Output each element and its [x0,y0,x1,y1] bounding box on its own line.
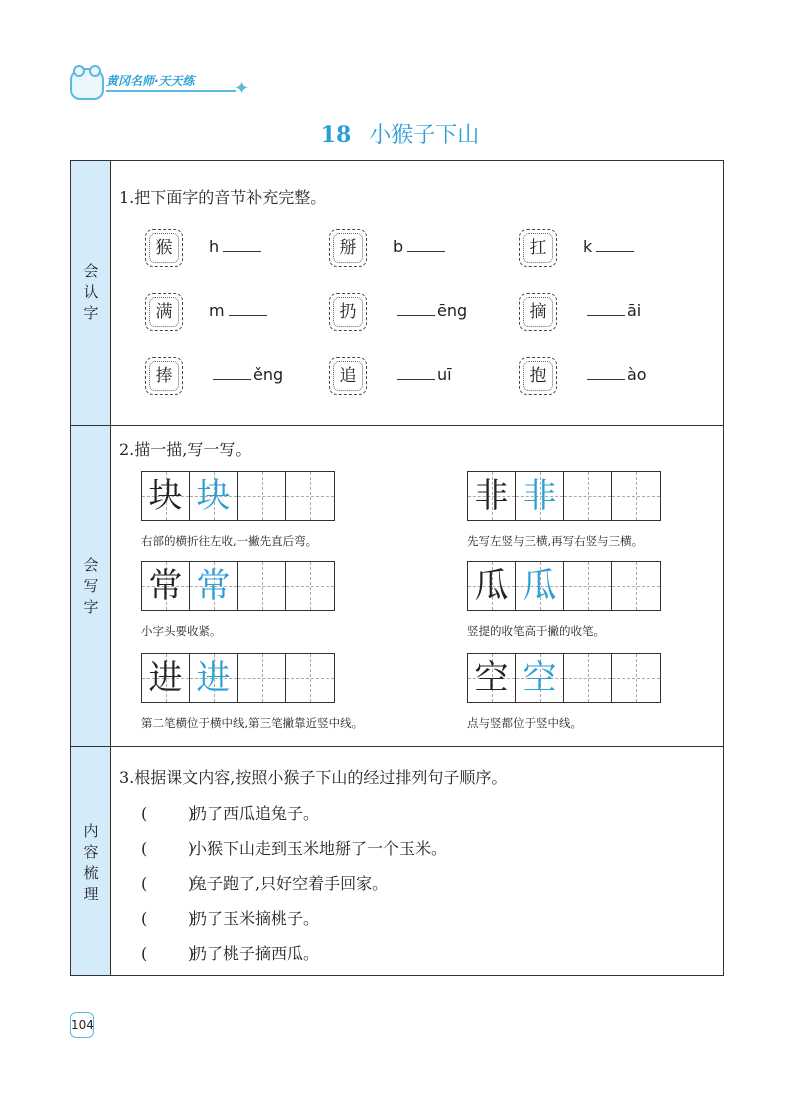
pinyin-answer [583,365,647,384]
model-char-cell [142,654,190,702]
stroke-hint: 先写左竖与三横,再写右竖与三横。 [467,534,644,548]
bear-icon [70,68,104,100]
writing-grid [467,653,661,703]
pinyin-final: āi [627,301,642,320]
pinyin-final: ěng [253,365,284,384]
writing-grid [467,471,661,521]
pinyin-answer [393,237,447,256]
order-item [141,906,319,929]
header-line [106,90,236,92]
trace-char: 空 [522,658,557,698]
model-char: 非 [474,476,509,516]
pinyin-final: ēng [437,301,468,320]
question-2-title: 2.描一描,写一写。 [119,440,252,459]
order-item [141,801,319,824]
char-box-glyph: 掰 [339,238,357,258]
order-item-text: 小猴下山走到玉米地掰了一个玉米。 [191,839,448,858]
char-box [329,293,367,331]
pinyin-answer [209,301,269,320]
char-box [145,229,183,267]
pinyin-initial: k [583,237,593,256]
char-box [145,357,183,395]
writing-grid [467,561,661,611]
lesson-title-text: 小猴子下山 [369,123,480,148]
practice-cell[interactable] [238,654,286,702]
exercise-frame [70,160,724,976]
order-blank[interactable]: ( ) [141,804,195,823]
order-item-text: 兔子跑了,只好空着手回家。 [191,874,389,893]
question-3-title: 3.根据课文内容,按照小猴子下山的经过排列句子顺序。 [119,768,508,787]
practice-cell[interactable] [564,654,612,702]
order-item [141,871,388,894]
stroke-hint: 竖提的收笔高于撇的收笔。 [467,624,605,638]
stroke-hint: 点与竖都位于竖中线。 [467,716,582,730]
answer-blank[interactable] [397,301,435,316]
char-box [519,357,557,395]
practice-cell[interactable] [238,472,286,520]
char-box-glyph: 满 [155,302,173,322]
order-item [141,941,319,964]
char-box [519,293,557,331]
section-divider [71,746,723,747]
pinyin-initial: h [209,237,220,256]
practice-cell[interactable] [238,562,286,610]
lesson-number: 18 [320,122,352,148]
answer-blank[interactable] [223,237,261,252]
order-blank[interactable]: ( ) [141,839,195,858]
sparkle-icon: ✦ [234,78,250,99]
model-char-cell [142,472,190,520]
writing-grid [141,471,335,521]
trace-char-cell [190,472,238,520]
practice-cell[interactable] [286,654,334,702]
trace-char: 常 [196,566,231,606]
trace-char: 瓜 [522,566,557,606]
char-box-glyph: 摘 [529,302,547,322]
brand-text: 黄冈名师·天天练 [106,74,195,88]
model-char: 瓜 [474,566,509,606]
char-box [329,357,367,395]
pinyin-answer [583,237,636,256]
section-divider [71,425,723,426]
pinyin-final: uī [437,365,452,384]
char-box [519,229,557,267]
pinyin-answer [209,237,263,256]
trace-char-cell [516,472,564,520]
practice-cell[interactable] [564,472,612,520]
order-item-text: 扔了桃子摘西瓜。 [191,944,320,963]
header-logo [70,66,260,100]
practice-cell[interactable] [564,562,612,610]
answer-blank[interactable] [587,301,625,316]
answer-blank[interactable] [229,301,267,316]
lesson-title [0,118,800,149]
order-item [141,836,447,859]
char-box-glyph: 猴 [155,238,173,258]
order-item-text: 扔了西瓜追兔子。 [191,804,320,823]
char-box [329,229,367,267]
practice-cell[interactable] [612,654,660,702]
trace-char-cell [516,654,564,702]
writing-grid [141,561,335,611]
question-1-title: 1.把下面字的音节补充完整。 [119,188,327,207]
section-label-recognize: 会认字 [83,262,99,322]
order-blank[interactable]: ( ) [141,874,195,893]
trace-char: 进 [196,658,231,698]
answer-blank[interactable] [213,365,251,380]
section-label-write: 会写字 [83,556,99,616]
pinyin-answer [583,301,641,320]
pinyin-initial: b [393,237,404,256]
char-box [145,293,183,331]
model-char: 块 [148,476,183,516]
practice-cell[interactable] [612,472,660,520]
model-char: 进 [148,658,183,698]
answer-blank[interactable] [596,237,634,252]
model-char: 常 [148,566,183,606]
pinyin-final: ào [627,365,647,384]
char-box-glyph: 扛 [529,238,547,258]
practice-cell[interactable] [286,562,334,610]
model-char-cell [142,562,190,610]
writing-grid [141,653,335,703]
page-number: 104 [70,1012,94,1038]
char-box-glyph: 捧 [155,366,173,386]
char-box-glyph: 抱 [529,366,547,386]
practice-cell[interactable] [612,562,660,610]
answer-blank[interactable] [397,365,435,380]
order-blank[interactable]: ( ) [141,909,195,928]
trace-char: 块 [196,476,231,516]
stroke-hint: 小字头要收紧。 [141,624,222,638]
answer-blank[interactable] [587,365,625,380]
model-char: 空 [474,658,509,698]
pinyin-answer [393,301,467,320]
order-blank[interactable]: ( ) [141,944,195,963]
practice-cell[interactable] [286,472,334,520]
model-char-cell [468,472,516,520]
section-label-content: 内容 梳理 [83,822,99,903]
model-char-cell [468,562,516,610]
trace-char-cell [190,654,238,702]
pinyin-initial: m [209,301,225,320]
char-box-glyph: 扔 [339,302,357,322]
stroke-hint: 第二笔横位于横中线,第三笔撇靠近竖中线。 [141,716,364,730]
model-char-cell [468,654,516,702]
answer-blank[interactable] [407,237,445,252]
trace-char-cell [516,562,564,610]
trace-char: 非 [522,476,557,516]
trace-char-cell [190,562,238,610]
pinyin-answer [209,365,283,384]
char-box-glyph: 追 [339,366,357,386]
stroke-hint: 右部的横折往左收,一撇先直后弯。 [141,534,318,548]
pinyin-answer [393,365,452,384]
order-item-text: 扔了玉米摘桃子。 [191,909,320,928]
